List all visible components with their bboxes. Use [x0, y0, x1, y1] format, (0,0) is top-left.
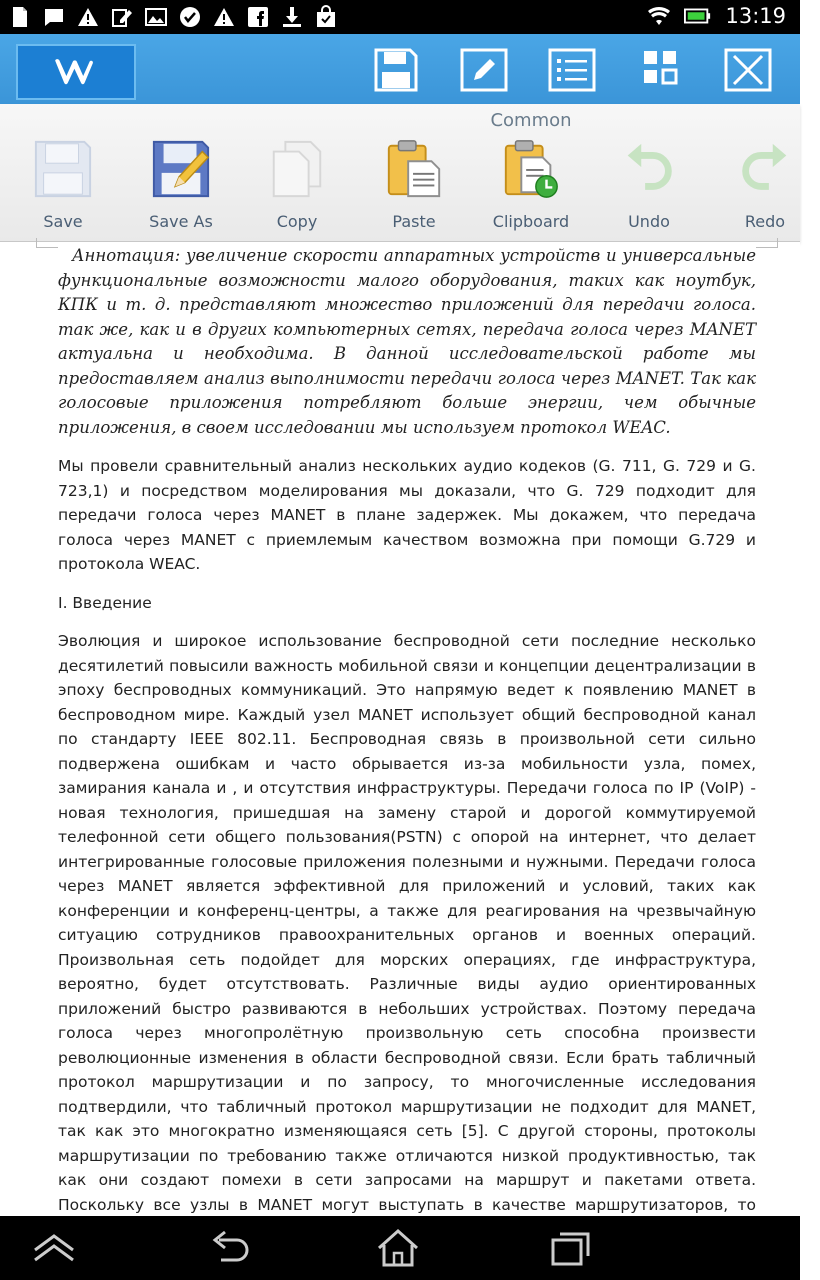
copy-button[interactable] — [242, 136, 352, 240]
body-paragraph: Эволюция и широкое использование беспроводной сети последние несколько десятилетий повысили важность мобильной связи и концепции децентрализации в эпоху беспроводных коммуникаций. Это напрямую ведет к появлению MANET в беспроводном мире. Каждый узел MANET использует общий беспроводной канал по стандарту IEEE 802.11. Беспроводная связь в произвольной сети сильно подвержена ошибкам и часто обрывается из-за мобильности узла, помех, замирания канала и , и отсутствия инфраструктуры. Передачи голоса по IP (VoIP) - новая технология, пришедшая на замену старой и дорогой коммутируемой телефонной сети общего пользования(PSTN) с опорой на интернет, что делает интегрированные голосовые приложения полезными и нужными. Передачи голоса через MANET является эффективной для приложений и условий, таких как конференции и конференц-центры, а также для реагирования на чрезвычайную ситуацию сотрудников правоохранительных органов и военных операций. Произвольная сеть подойдет для морских операциях, где инфраструктура, вероятно, будет отсутствовать. Различные виды аудио ориентированных приложений быстро развиваются в небольших устройствах. Поэтому передача голоса через многопролётную произвольную сеть способна произвести революционные изменения в области беспроводной связи. Если брать табличный протокол маршрутизации и по запросу, то многочисленные исследования подтвердили, что табличный протокол маршрутизации не подходит для MANET, так как это многократно изменяющаяся сеть [5]. С другой стороны, протоколы маршрутизации по требованию также отличаются низкой продуктивностью, так как они создают помехи в сети запросами на маршрут и пакетами ответа. Поскольку все узлы в MANET могут выступать в качестве маршрутизаторов, то — [58, 632, 756, 1214]
nav-recent-button[interactable] — [530, 1224, 610, 1272]
app-header — [0, 34, 800, 104]
copy-label: Copy — [276, 212, 318, 231]
save-disabled-icon — [32, 138, 94, 200]
document-icon — [8, 4, 32, 30]
paste-button[interactable] — [359, 136, 469, 240]
header-edit-button[interactable] — [452, 42, 516, 98]
status-bar — [0, 0, 800, 34]
undo-disabled-icon — [618, 138, 680, 200]
battery-icon — [683, 3, 713, 29]
paste-icon — [383, 138, 445, 200]
wps-logo-icon — [52, 55, 100, 89]
redo-button[interactable] — [710, 136, 820, 240]
ribbon-title: Common — [490, 110, 572, 131]
back-icon — [207, 1228, 253, 1268]
navigation-bar — [0, 1216, 800, 1280]
save-icon — [370, 46, 422, 94]
paste-label: Paste — [392, 212, 436, 231]
undo-button[interactable] — [594, 136, 704, 240]
redo-label: Redo — [744, 212, 786, 231]
document-content[interactable] — [58, 244, 756, 1266]
nav-up-button[interactable] — [14, 1224, 94, 1272]
save-label: Save — [43, 212, 83, 231]
clipboard-icon — [500, 138, 562, 200]
save-as-button[interactable] — [126, 136, 236, 240]
app-logo[interactable] — [16, 44, 136, 100]
close-icon — [722, 46, 774, 94]
document-view[interactable] — [0, 242, 800, 1216]
edit-icon — [458, 46, 510, 94]
download-icon — [280, 4, 304, 30]
abstract-paragraph: Аннотация: увеличение скорости аппаратных устройств и универсальные функциональные возможности малого оборудования, таких как ноутбук, КПК и т. д. представляют множество приложений для передачи голоса. так же, как и в других компьютерных сетях, передача голоса через MANET актуальна и необходима. В данной исследовательской работе мы предоставляем анализ выполнимости передачи голоса через MANET. Так как голосовые приложения потребляют больше энергии, чем обычные приложения, в своем исследовании мы используем протокол WEAC. — [58, 246, 756, 437]
header-close-button[interactable] — [716, 42, 780, 98]
edit-doc-icon — [110, 4, 134, 30]
nav-home-button[interactable] — [358, 1224, 438, 1272]
section-heading: I. Введение — [58, 593, 152, 612]
bag-icon — [314, 4, 338, 30]
page-corner-mark — [36, 238, 58, 248]
header-list-button[interactable] — [540, 42, 604, 98]
save-button[interactable] — [8, 136, 118, 240]
list-icon — [546, 46, 598, 94]
facebook-icon — [246, 4, 270, 30]
clock: 13:19 — [725, 4, 786, 28]
home-icon — [375, 1228, 421, 1268]
grid-icon — [634, 46, 686, 94]
clipboard-label: Clipboard — [492, 212, 570, 231]
warning-icon — [212, 4, 236, 30]
image-icon — [144, 4, 168, 30]
check-icon — [178, 4, 202, 30]
nav-back-button[interactable] — [190, 1224, 270, 1272]
header-save-button[interactable] — [364, 42, 428, 98]
back-up-icon — [31, 1228, 77, 1268]
page-corner-mark — [756, 238, 778, 248]
copy-disabled-icon — [266, 138, 328, 200]
recent-apps-icon — [547, 1228, 593, 1268]
redo-disabled-icon — [734, 138, 796, 200]
save-as-icon — [150, 138, 212, 200]
body-paragraph: Мы провели сравнительный анализ нескольких аудио кодеков (G. 711, G. 729 и G. 723,1) и посредством моделирования мы доказали, что G. 729 подходит для передачи голоса через MANET в плане задержек. Мы докажем, что передача голоса через MANET с приемлемым качеством возможна при помощи G.729 и протокола WEAC. — [58, 457, 756, 573]
warning-icon — [76, 4, 100, 30]
save-as-label: Save As — [149, 212, 213, 231]
undo-label: Undo — [628, 212, 670, 231]
wifi-icon — [647, 3, 671, 29]
header-grid-button[interactable] — [628, 42, 692, 98]
chat-icon — [42, 4, 66, 30]
clipboard-button[interactable] — [476, 136, 586, 240]
ribbon-toolbar — [0, 104, 800, 242]
